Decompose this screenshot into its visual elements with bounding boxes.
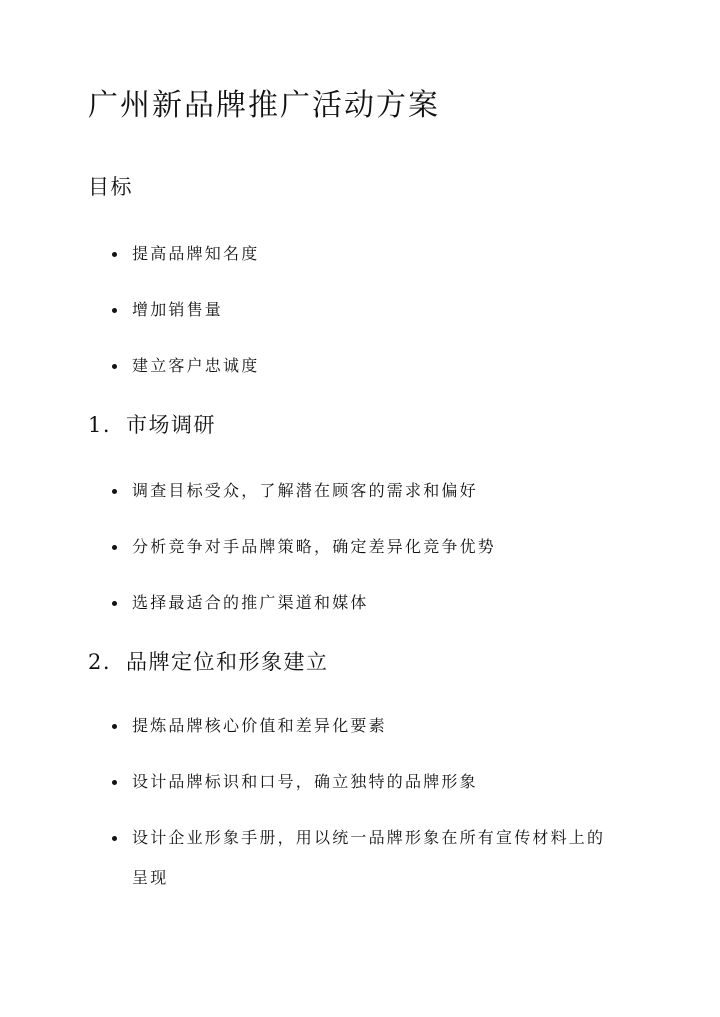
bullet-dot-icon [112, 308, 117, 313]
bullet-dot-icon [112, 780, 117, 785]
list-item-text: 选择最适合的推广渠道和媒体 [132, 593, 369, 612]
list-item-text: 设计企业形象手册，用以统一品牌形象在所有宣传材料上的 [132, 828, 606, 847]
list-item-text: 设计品牌标识和口号，确立独特的品牌形象 [132, 772, 478, 791]
bullet-dot-icon [112, 724, 117, 729]
section-heading-label: 市场调研 [126, 413, 216, 437]
list-item-text: 分析竞争对手品牌策略，确定差异化竞争优势 [132, 537, 497, 556]
bullet-dot-icon [112, 489, 117, 494]
section-number: 2. [88, 650, 112, 674]
section-heading-market-research [88, 410, 216, 440]
section-number: 1. [88, 413, 112, 437]
bullet-dot-icon [112, 364, 117, 369]
bullet-dot-icon [112, 545, 117, 550]
list-item-text: 增加销售量 [132, 300, 224, 319]
section-heading-label: 目标 [88, 175, 133, 199]
list-item-text: 调查目标受众，了解潜在顾客的需求和偏好 [132, 481, 478, 500]
section-heading-label: 品牌定位和形象建立 [126, 650, 329, 674]
bullet-dot-icon [112, 601, 117, 606]
list-item-text: 建立客户忠诚度 [132, 356, 260, 375]
bullet-dot-icon [112, 252, 117, 257]
list-item-text: 提高品牌知名度 [132, 244, 260, 263]
document-title: 广州新品牌推广活动方案 [88, 88, 440, 123]
section-heading-brand-positioning [88, 647, 329, 677]
bullet-dot-icon [112, 836, 117, 841]
list-item-text-continuation: 呈现 [132, 868, 169, 887]
section-heading-goals [88, 172, 133, 202]
list-item-text: 提炼品牌核心价值和差异化要素 [132, 716, 387, 735]
